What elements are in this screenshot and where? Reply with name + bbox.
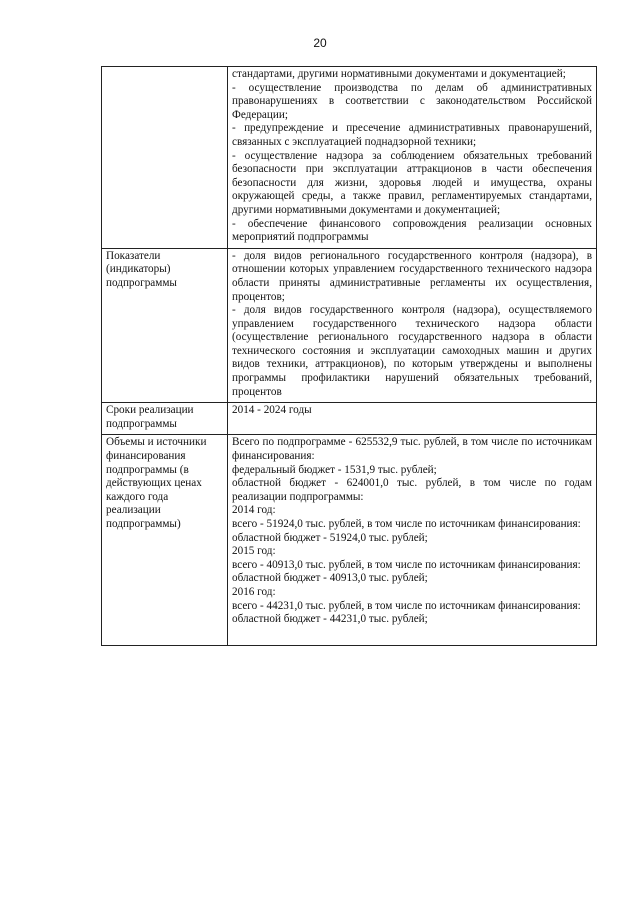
content-paragraph: областной бюджет - 624001,0 тыс. рублей, в том числе по годам реализации подпрограммы:: [232, 477, 592, 503]
content-paragraph: Всего по подпрограмме - 625532,9 тыс. рублей, в том числе по источникам финансирования:: [232, 436, 592, 463]
content-paragraph: 2014 год:: [232, 504, 276, 517]
content-paragraph: стандартами, другими нормативными документами и документацией;: [232, 68, 566, 80]
content-paragraph: 2015 год:: [232, 545, 276, 558]
content-paragraph: всего - 40913,0 тыс. рублей, в том числе по источникам финансирования:: [232, 558, 581, 571]
content-paragraph: - предупреждение и пресечение административных правонарушений, связанных с эксплуатацией поднадзорной техники;: [232, 122, 592, 148]
content-paragraph: всего - 44231,0 тыс. рублей, в том числе по источникам финансирования:: [232, 599, 581, 612]
table-row-timeframe: [102, 403, 597, 435]
content-paragraph: - обеспечение финансового сопровождения реализации основных мероприятий подпрограммы: [232, 217, 592, 244]
page-number: 20: [313, 36, 327, 50]
content-paragraph: областной бюджет - 44231,0 тыс. рублей;: [232, 613, 428, 626]
content-paragraph: федеральный бюджет - 1531,9 тыс. рублей;: [232, 463, 437, 476]
row-label: Показатели (индикаторы) подпрограммы: [102, 248, 228, 403]
content-paragraph: областной бюджет - 51924,0 тыс. рублей;: [232, 531, 428, 544]
content-paragraph: - доля видов государственного контроля (надзора), осуществляемого управлением государственного технического надзора области (осуществление регионального государственного надзора в области технического состояния и эксплуатации самоходных машин и других видов техники, аттракционов), по которым утверждены и выполнены программы профилактики нарушений обязательных требований, процентов: [232, 304, 592, 398]
table-row-indicators: [102, 248, 597, 403]
content-paragraph: - осуществление надзора за соблюдением обязательных требований безопасности при эксплуатации аттракционов в части обеспечения безопасности для жизни, здоровья людей и имущества, охраны окружающей среды, а также правил, регламентируемых стандартами, другими нормативными документами и документацией;: [232, 149, 592, 216]
table-row-tasks-continued: [102, 67, 597, 249]
row-content: [228, 435, 597, 645]
row-label: [102, 67, 228, 249]
content-paragraph: - осуществление производства по делам об административных правонарушениях в соответствии с законодательством Российской Федерации;: [232, 81, 592, 121]
table-row-funding: [102, 435, 597, 645]
content-paragraph: 2016 год:: [232, 585, 276, 598]
content-paragraph: - доля видов регионального государственного контроля (надзора), в отношении которых управлением государственного технического надзора области приняты административные регламенты их осуществления, процентов;: [232, 249, 592, 303]
row-label: Объемы и источники финансирования подпрограммы (в действующих ценах каждого года реализации подпрограммы): [102, 435, 228, 645]
content-paragraph: всего - 51924,0 тыс. рублей, в том числе по источникам финансирования:: [232, 518, 581, 530]
row-content: [228, 248, 597, 403]
passport-table: [101, 66, 597, 646]
row-label: Сроки реализации подпрограммы: [102, 403, 228, 435]
row-content: [228, 67, 597, 249]
content-paragraph: областной бюджет - 40913,0 тыс. рублей;: [232, 572, 428, 585]
row-content: [228, 403, 597, 435]
content-paragraph: 2014 - 2024 годы: [232, 404, 312, 417]
